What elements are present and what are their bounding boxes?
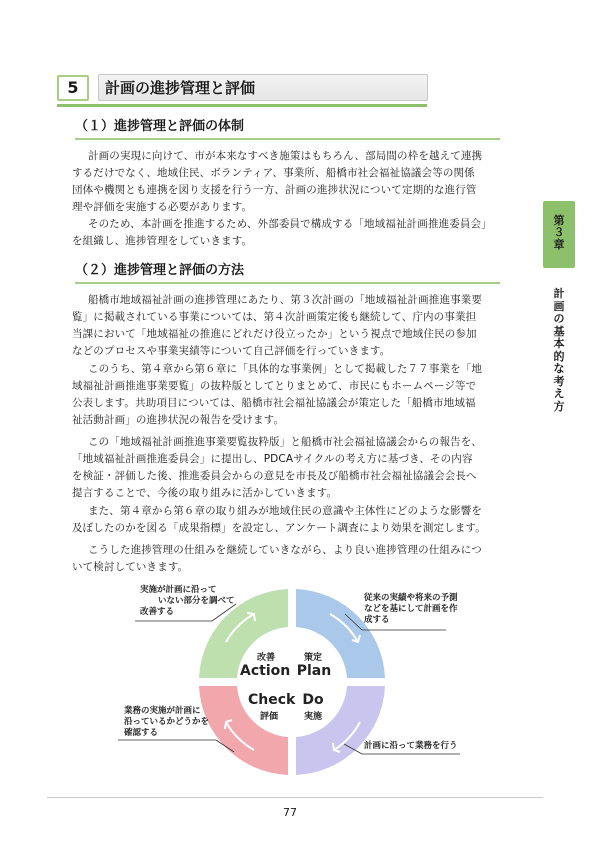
paragraph-line: いて検討していきます。 [72,561,189,573]
plan-en-label: Plan [296,663,332,679]
paragraph-line: 団体や機関とも連携を図り支援を行う一方、計画の進捗状況について定期的な進行管 [72,184,477,196]
note-line: 成する [364,615,390,625]
paragraph-line: 覧」に掲載されている事業については、第４次計画策定後も継続して、庁内の事業担 [72,311,477,323]
paragraph-line: 提言することで、今後の取り組みに活かしていきます。 [72,487,338,499]
paragraph-line: を検証・評価した後、推進委員会からの意見を市長及び船橋市社会福祉協議会会長へ [72,470,477,482]
note-line: 確認する [124,728,159,738]
note-check [124,706,209,739]
chapter-title-char: 画 [553,299,565,313]
note-line: 沿っているかどうかを [124,717,210,727]
paragraph-line: 祉活動計画」の進捗状況の報告を受けます。 [72,414,285,426]
note-line: などを基にして計画を作 [364,604,458,614]
footer-rule [47,797,543,798]
chapter-title-char: の [553,312,565,325]
chapter-title-char: 考 [553,374,565,388]
chapter-title-char: な [553,362,565,375]
section-number: 5 [57,75,89,101]
paragraph-line: そのため、本計画を推進するため、外部委員で構成する「地域福祉計画推進委員会」 [88,218,492,230]
section-title: 計画の進捗管理と評価 [98,74,428,101]
paragraph-line: するだけでなく、地域住民、ボランティア、事業所、船橋市社会福祉協議会等の関係 [72,167,475,179]
paragraph-line: 当課において「地域福祉の推進にどれだけ役立ったか」という視点で地域住民の参加 [72,328,477,340]
action-jp-label: 改善 [256,653,275,663]
chapter-title-char: 方 [553,399,565,413]
paragraph-line: などのプロセスや事業実績等について自己評価を行っていきます。 [72,345,391,357]
paragraph-line: 及ぼしたのかを図る「成果指標」を設定し、アンケート調査により効果を測定します。 [72,522,486,534]
note-do [364,741,458,752]
note-line: いない部分を調べて [158,596,235,606]
check-en-label: Check [248,692,296,708]
note-plan [364,593,458,626]
chapter-title-char: 基 [553,324,565,338]
chapter-title-char: 計 [553,287,565,300]
note-line: 従来の実績や将来の予測 [364,593,458,603]
paragraph-line: 計画の実現に向けて、市が本来なすべき施策はもちろん、部局間の枠を越えて連携 [88,150,483,162]
paragraph-line: この「地域福祉計画推進事業要覧抜粋版」と船橋市社会福祉協議会からの報告を、 [88,436,483,448]
check-jp-label: 評価 [259,712,278,722]
paragraph-line: を組織し、進捗管理をしていきます。 [72,235,253,247]
plan-jp-label: 策定 [303,653,322,663]
paragraph-line: 船橋市地域福祉計画の進捗管理にあたり、第３次計画の「地域福祉計画推進事業要 [88,294,483,306]
do-en-label: Do [302,692,324,708]
note-line: 改善する [140,607,175,617]
paragraph-line: このうち、第４章から第６章に「具体的な事業例」として掲載した７７事業を「地 [88,363,483,375]
note-line: 業務の実施が計画に [124,706,201,716]
paragraph-line: 「地域福祉計画推進委員会」に提出し、PDCAサイクルの考え方に基づき、その内容 [72,453,473,465]
action-en-label: Action [240,663,291,679]
paragraph-line: 域福祉計画推進事業要覧」の抜粋版としてとりまとめて、市民にもホームページ等で [72,380,477,392]
paragraph-line: また、第４章から第６章の取り組みが地域住民の意識や主体性にどのような影響を [88,505,483,517]
do-jp-label: 実施 [303,712,322,722]
paragraph-line: こうした進捗管理の仕組みを継続していきながら、より良い進捗管理の仕組みにつ [88,544,482,556]
note-line: 計画に沿って業務を行う [364,741,458,751]
page-number: 77 [283,806,297,819]
chapter-title-char: 的 [553,349,565,363]
chapter-char: 第 [553,214,565,227]
paragraph-line: 理や評価を実施する必要があります。 [72,201,253,213]
subsection-heading-1: （１）進捗管理と評価の体制 [75,118,500,140]
note-action [140,585,235,618]
subsection-heading-2: （２）進捗管理と評価の方法 [75,262,500,284]
chapter-title-char: え [553,387,565,400]
chapter-char: 章 [553,238,565,251]
paragraph-line: 公表します。共助項目については、船橋市社会福祉協議会が策定した「船橋市地域福 [72,397,476,409]
chapter-char: ３ [553,226,565,239]
chapter-title-char: 本 [553,337,565,350]
note-line: 実施が計画に沿って [140,585,217,595]
